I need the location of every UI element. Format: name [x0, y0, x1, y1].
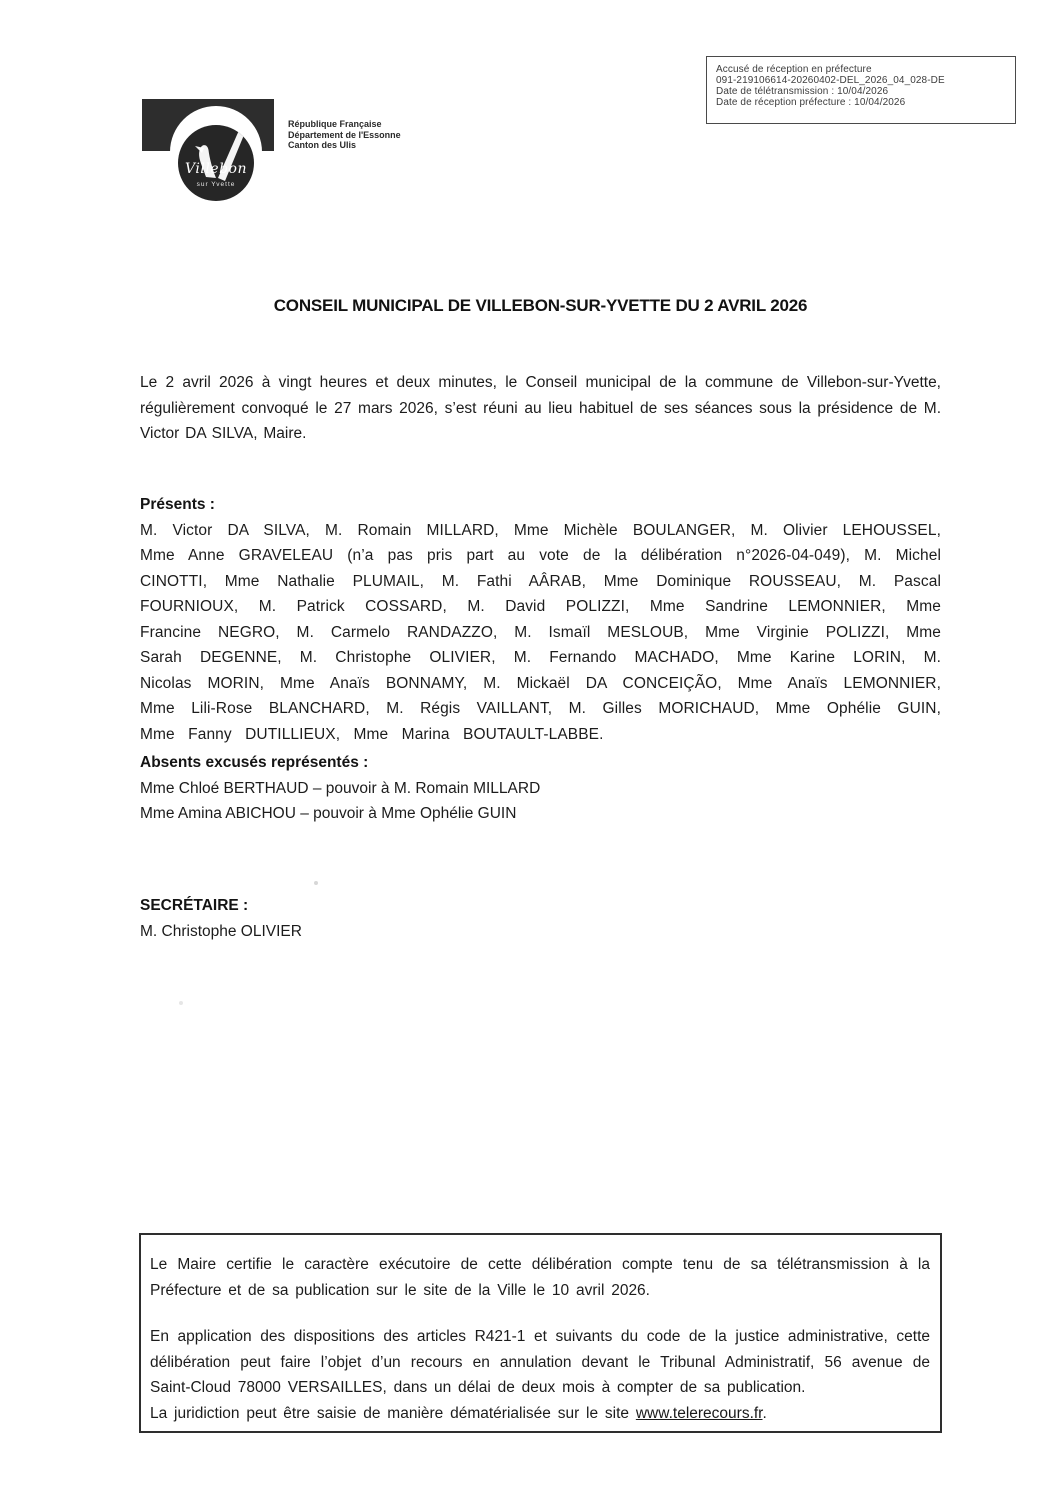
absent-proxy-line: Mme Chloé BERTHAUD – pouvoir à M. Romain MILLARD — [140, 779, 541, 797]
certification-paragraph: Le Maire certifie le caractère exécutoire de cette délibération compte tenu de sa télétransmission à la Préfecture et de sa publication sur le site de la Ville le 10 avril 2026. — [150, 1256, 930, 1299]
stamp-line-reference: 091-219106614-20260402-DEL_2026_04_028-DE — [716, 75, 945, 86]
absents-section — [140, 750, 941, 827]
logo-wordmark: Villebon — [185, 161, 247, 177]
telerecours-period: . — [762, 1404, 767, 1422]
logo-caption — [288, 119, 401, 151]
secretary-name: M. Christophe OLIVIER — [140, 922, 302, 940]
logo-wordmark-subtitle: sur Yvette — [196, 181, 236, 188]
telerecours-link[interactable]: www.telerecours.fr — [635, 1404, 763, 1422]
absent-proxy-line: Mme Amina ABICHOU – pouvoir à Mme Ophélie GUIN — [140, 805, 517, 822]
secretary-section — [140, 893, 941, 944]
scan-speck — [314, 881, 318, 885]
prefecture-stamp-box — [706, 56, 1016, 124]
certification-box — [139, 1233, 942, 1433]
recours-paragraph: En application des dispositions des articles R421-1 et suivants du code de la justice administrative, cette délibération peut faire l’objet d’un recours en annulation devant le Tribunal Administratif, 56 avenue de Saint-Cloud 78000 VERSAILLES, dans un délai de deux mois à compter de sa publication. — [150, 1328, 930, 1396]
secretary-heading: SECRÉTAIRE : — [140, 897, 249, 914]
caption-departement: Département de l'Essonne — [288, 129, 401, 140]
stamp-line-reception: Accusé de réception en préfecture — [716, 64, 872, 75]
intro-paragraph: Le 2 avril 2026 à vingt heures et deux minutes, le Conseil municipal de la commune de Villebon-sur-Yvette, régulièrement convoqué le 27 mars 2026, s’est réuni au lieu habituel de ses séances sous la présidence de M. Victor DA SILVA, Maire. — [140, 374, 941, 442]
telerecours-paragraph — [150, 1401, 930, 1427]
scan-speck — [179, 1001, 183, 1005]
page-title: CONSEIL MUNICIPAL DE VILLEBON-SUR-YVETTE DU 2 AVRIL 2026 — [273, 296, 808, 315]
absents-heading: Absents excusés représentés : — [140, 754, 369, 771]
stamp-line-prefecture-date: Date de réception préfecture : 10/04/2026 — [716, 97, 906, 108]
caption-canton: Canton des Ulis — [288, 140, 357, 150]
presents-section — [140, 492, 941, 747]
presents-heading: Présents : — [140, 496, 215, 513]
presents-list: M. Victor DA SILVA, M. Romain MILLARD, Mme Michèle BOULANGER, M. Olivier LEHOUSSEL, Mme Anne GRAVELEAU (n’a pas pris part au vote de la délibération n°2026-04-049), M. Michel CINOTTI, Mme Nathalie PLUMAIL, M. Fathi AÂRAB, Mme Dominique ROUSSEAU, M. Pascal FOURNIOUX, M. Patrick COSSARD, M. David POLIZZI, Mme Sandrine LEMONNIER, Mme Francine NEGRO, M. Carmelo RANDAZZO, M. Ismaïl MESLOUB, Mme Virginie POLIZZI, Mme Sarah DEGENNE, M. Christophe OLIVIER, M. Fernando MACHADO, Mme Karine LORIN, M. Nicolas MORIN, Mme Anaïs BONNAMY, M. Mickaël DA CONCEIÇÃO, Mme Anaïs LEMONNIER, Mme Lili-Rose BLANCHARD, M. Régis VAILLANT, M. Gilles MORICHAUD, Mme Ophélie GUIN, Mme Fanny DUTILLIEUX, Mme Marina BOUTAULT-LABBE. — [140, 521, 941, 743]
intro-section — [140, 370, 941, 447]
villebon-logo — [178, 125, 254, 201]
caption-republique: République Française — [288, 119, 382, 129]
telerecours-text: La juridiction peut être saisie de manière dématérialisée sur le site — [150, 1404, 636, 1422]
stamp-line-teletransmission-date: Date de télétransmission : 10/04/2026 — [716, 86, 889, 97]
